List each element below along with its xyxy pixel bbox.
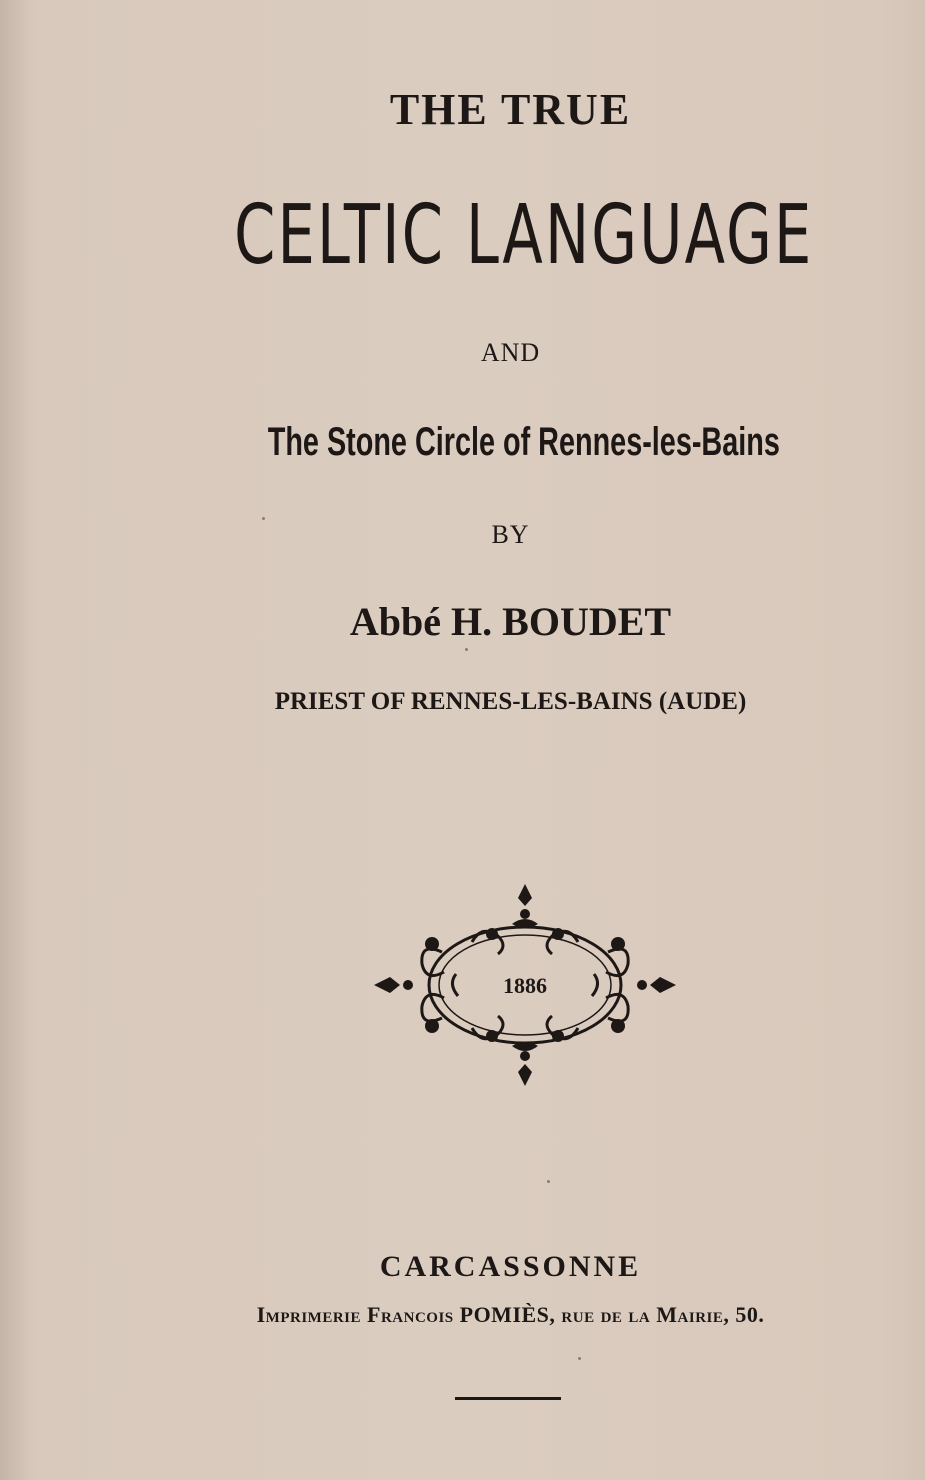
ornament-year: 1886 xyxy=(503,973,547,998)
rosette-2 xyxy=(552,928,564,940)
printer-line: Imprimerie Francois POMIÈS, rue de la Mairie, 50. xyxy=(256,1302,765,1327)
rosette-7 xyxy=(425,1019,439,1033)
rosette-5 xyxy=(425,937,439,951)
by-label: BY xyxy=(491,520,530,549)
rosette-6 xyxy=(611,937,625,951)
rosette-3 xyxy=(486,1030,498,1042)
paper-speck xyxy=(262,517,265,520)
finial-bottom xyxy=(518,1064,532,1086)
rosette-8 xyxy=(611,1019,625,1033)
publisher-city: CARCASSONNE xyxy=(379,1250,642,1283)
paper-speck xyxy=(578,1357,581,1360)
author-name: Abbé H. BOUDET xyxy=(349,599,672,644)
author-role: PRIEST OF RENNES-LES-BAINS (AUDE) xyxy=(274,688,747,715)
finial-right-bead xyxy=(637,980,647,990)
subtitle: The Stone Circle of Rennes-les-Bains xyxy=(267,420,780,464)
title-line-1: THE TRUE xyxy=(389,85,632,134)
curl-right xyxy=(592,974,598,996)
finial-right xyxy=(650,977,676,993)
curl-left xyxy=(452,974,458,996)
finial-left xyxy=(374,977,400,993)
title-line-2: CELTIC LANGUAGE xyxy=(234,188,814,283)
paper-speck xyxy=(547,1180,550,1183)
paper-speck xyxy=(465,648,468,651)
rosette-4 xyxy=(552,1030,564,1042)
conjunction-and: AND xyxy=(480,338,541,367)
finial-left-bead xyxy=(403,980,413,990)
finial-top xyxy=(518,884,532,906)
bottom-rule xyxy=(455,1397,561,1400)
ornamental-cartouche xyxy=(372,882,678,1088)
finial-top-bead xyxy=(520,909,530,919)
rosette-1 xyxy=(486,928,498,940)
finial-bottom-bead xyxy=(520,1051,530,1061)
cover-left-edge-shadow xyxy=(0,0,36,1480)
